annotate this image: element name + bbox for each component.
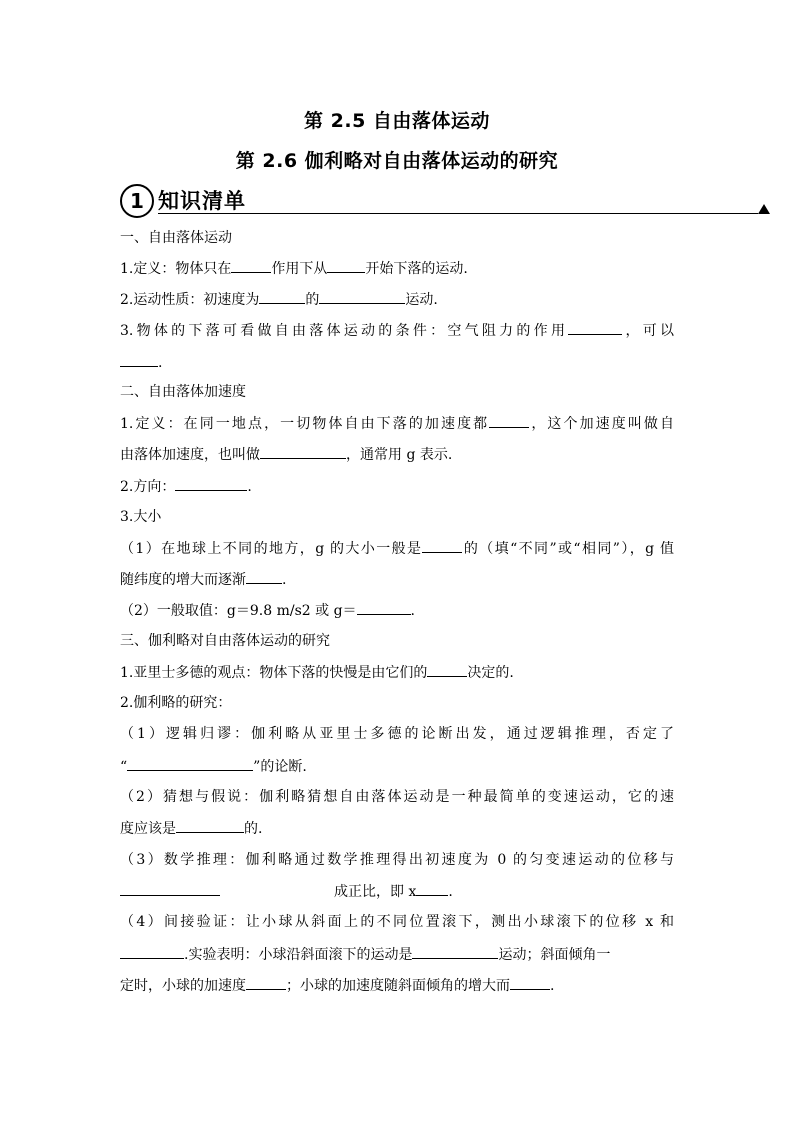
section-header [120, 184, 770, 218]
item-magnitude-1: （1）在地球上不同的地方，g 的大小一般是 的（填“不同”或“相同”），g 值 [120, 538, 674, 559]
answer-blank[interactable] [489, 413, 529, 428]
item-verification-cont2: 定时，小球的加速度 ；小球的加速度随斜面倾角的增大而 . [120, 975, 680, 996]
section-divider [158, 213, 758, 214]
item-math-cont: 成正比，即 x . [120, 881, 680, 902]
answer-blank[interactable] [416, 881, 448, 896]
item-galileo-research: 2.伽利略的研究： [120, 695, 232, 711]
item-logic-cont: “ ”的论断. [120, 756, 680, 777]
answer-blank[interactable] [175, 476, 247, 491]
answer-blank[interactable] [246, 975, 286, 990]
heading-free-fall: 一、自由落体运动 [120, 230, 232, 246]
answer-blank[interactable] [120, 881, 220, 896]
answer-blank[interactable] [427, 662, 467, 677]
section-number-badge: 1 [120, 184, 154, 218]
item-math: （3）数学推理：伽利略通过数学推理得出初速度为 0 的匀变速运动的位移与 [120, 852, 674, 868]
item-logic: （1）逻辑归谬：伽利略从亚里士多德的论断出发，通过逻辑推理，否定了 [120, 726, 674, 742]
heading-galileo: 三、伽利略对自由落体运动的研究 [120, 633, 330, 649]
item-accel-definition: 1.定义：在同一地点，一切物体自由下落的加速度都 ，这个加速度叫做自 [120, 413, 674, 434]
item-accel-definition-cont: 由落体加速度，也叫做 ，通常用 g 表示. [120, 444, 680, 465]
title-line-1: 第 2.5 自由落体运动 [304, 110, 490, 132]
item-magnitude: 3.大小 [120, 509, 162, 525]
item-hypothesis-cont: 度应该是 的. [120, 818, 680, 839]
title-line-2: 第 2.6 伽利略对自由落体运动的研究 [235, 150, 559, 172]
item-magnitude-2: （2）一般取值：g＝9.8 m/s2 或 g＝ . [120, 600, 680, 621]
answer-blank[interactable] [246, 569, 282, 584]
item-hypothesis: （2）猜想与假说：伽利略猜想自由落体运动是一种最简单的变速运动，它的速 [120, 789, 674, 805]
answer-blank[interactable] [422, 538, 462, 553]
item-definition: 1.定义：物体只在 作用下从 开始下落的运动. [120, 258, 680, 279]
answer-blank[interactable] [327, 258, 365, 273]
item-condition: 3.物体的下落可看做自由落体运动的条件：空气阻力的作用 ，可以 [120, 320, 674, 341]
answer-blank[interactable] [176, 818, 244, 833]
item-condition-cont: . [120, 352, 680, 373]
item-motion-nature: 2.运动性质：初速度为 的 运动. [120, 289, 680, 310]
answer-blank[interactable] [127, 756, 253, 771]
item-magnitude-1-cont: 随纬度的增大而逐渐 . [120, 569, 680, 590]
answer-blank[interactable] [120, 944, 184, 959]
answer-blank[interactable] [259, 289, 305, 304]
answer-blank[interactable] [568, 320, 622, 335]
answer-blank[interactable] [357, 600, 411, 615]
heading-acceleration: 二、自由落体加速度 [120, 384, 246, 400]
answer-blank[interactable] [260, 444, 346, 459]
answer-blank[interactable] [231, 258, 271, 273]
answer-blank[interactable] [319, 289, 405, 304]
answer-blank[interactable] [510, 975, 550, 990]
section-title: 知识清单 [158, 189, 246, 213]
answer-blank[interactable] [120, 352, 158, 367]
item-verification: （4）间接验证：让小球从斜面上的不同位置滚下，测出小球滚下的位移 x 和 [120, 914, 674, 930]
item-aristotle: 1.亚里士多德的观点：物体下落的快慢是由它们的 决定的. [120, 662, 680, 683]
answer-blank[interactable] [412, 944, 498, 959]
item-verification-cont: .实验表明：小球沿斜面滚下的运动是 运动；斜面倾角一 [120, 944, 680, 965]
item-direction: 2.方向： . [120, 476, 680, 497]
triangle-icon [758, 204, 770, 214]
